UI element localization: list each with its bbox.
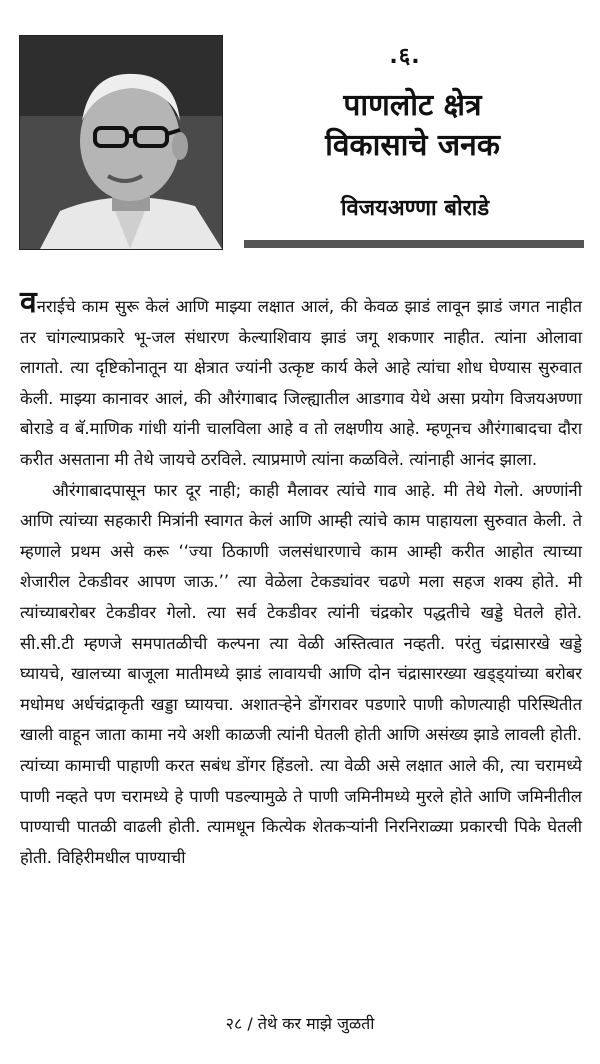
- author-portrait-photo: [19, 35, 223, 250]
- chapter-number: .६.: [389, 44, 421, 69]
- title-divider: [244, 240, 584, 248]
- drop-cap: व: [20, 285, 37, 320]
- paragraph-1-text: नराईचे काम सुरू केलं आणि माझ्या लक्षात आलं, की केवळ झाडं लावून झाडं जगत नाहीत तर चांगल्याप्रकारे भू-जल संधारण केल्याशिवाय झाडं जगू शकणार नाहीत. त्यांना ओलावा लागतो. त्या दृष्टिकोनातून या क्षेत्रात ज्यांनी उत्कृष्ट कार्य केले आहे त्यांचा शोध घेण्यास सुरुवात केली. माझ्या कानावर आलं, की औरंगाबाद जिल्ह्यातील आडगाव येथे असा प्रयोग विजयअण्णा बोराडे व बॅ.माणिक गांधी यांनी चालविला आहे व तो लक्षणीय आहे. म्हणूनच औरंगाबादचा दौरा करीत असताना मी तेथे जायचे ठरविले. त्याप्रमाणे त्यांना कळविले. त्यांनाही आनंद झाला.: [20, 297, 582, 469]
- page-footer: २८ / तेथे कर माझे जुळती: [225, 1014, 375, 1033]
- portrait-illustration: [20, 36, 222, 249]
- chapter-body: [20, 285, 582, 873]
- paragraph-2: औरंगाबादपासून फार दूर नाही; काही मैलावर त्यांचे गाव आहे. मी तेथे गेलो. अण्णांनी आणि त्यांच्या सहकारी मित्रांनी स्वागत केलं आणि आम्ही त्यांचे काम पाहायला सुरुवात केली. ते म्हणाले प्रथम असे करू ‘‘ज्या ठिकाणी जलसंधारणाचे काम आम्ही करीत आहोत त्याच्या शेजारील टेकडीवर आपण जाऊ.’’ त्या वेळेला टेकड्यांवर चढणे मला सहज शक्य होते. मी त्यांच्याबरोबर टेकडीवर गेलो. त्या सर्व टेकडीवर त्यांनी चंद्रकोर पद्धतीचे खड्डे घेतले होते. सी.सी.टी म्हणजे समपातळीची कल्पना त्या वेळी अस्तित्वात नव्हती. परंतु चंद्रासारखे खड्डे घ्यायचे, खालच्या बाजूला मातीमध्ये झाडं लावायची आणि दोन चंद्रासारख्या खड्ड्यांच्या बरोबर मधोमध अर्धचंद्राकृती खड्डा घ्यायचा. अशातऱ्हेने डोंगरावर पडणारे पाणी कोणत्याही परिस्थितीत खाली वाहून जाता कामा नये अशी काळजी त्यांनी घेतली होती आणि असंख्य झाडे लावली होती. त्यांच्या कामाची पाहाणी करत सबंध डोंगर हिंडलो. त्या वेळी असे लक्षात आले की, त्या चरामध्ये पाणी नव्हते पण चरामध्ये हे पाणी पडल्यामुळे ते पाणी जमिनीमध्ये मुरले होते आणि जमिनीतील पाण्याची पातळी वाढली होती. त्यामधून कित्येक शेतकऱ्यांनी निरनिराळ्या प्रकारची पिके घेतली होती. विहिरीमधील पाण्याची: [20, 480, 582, 867]
- paragraph-1: [20, 285, 582, 476]
- chapter-author: विजयअण्णा बोराडे: [340, 196, 490, 221]
- chapter-title: पाणलोट क्षेत्र विकासाचे जनक: [325, 88, 500, 163]
